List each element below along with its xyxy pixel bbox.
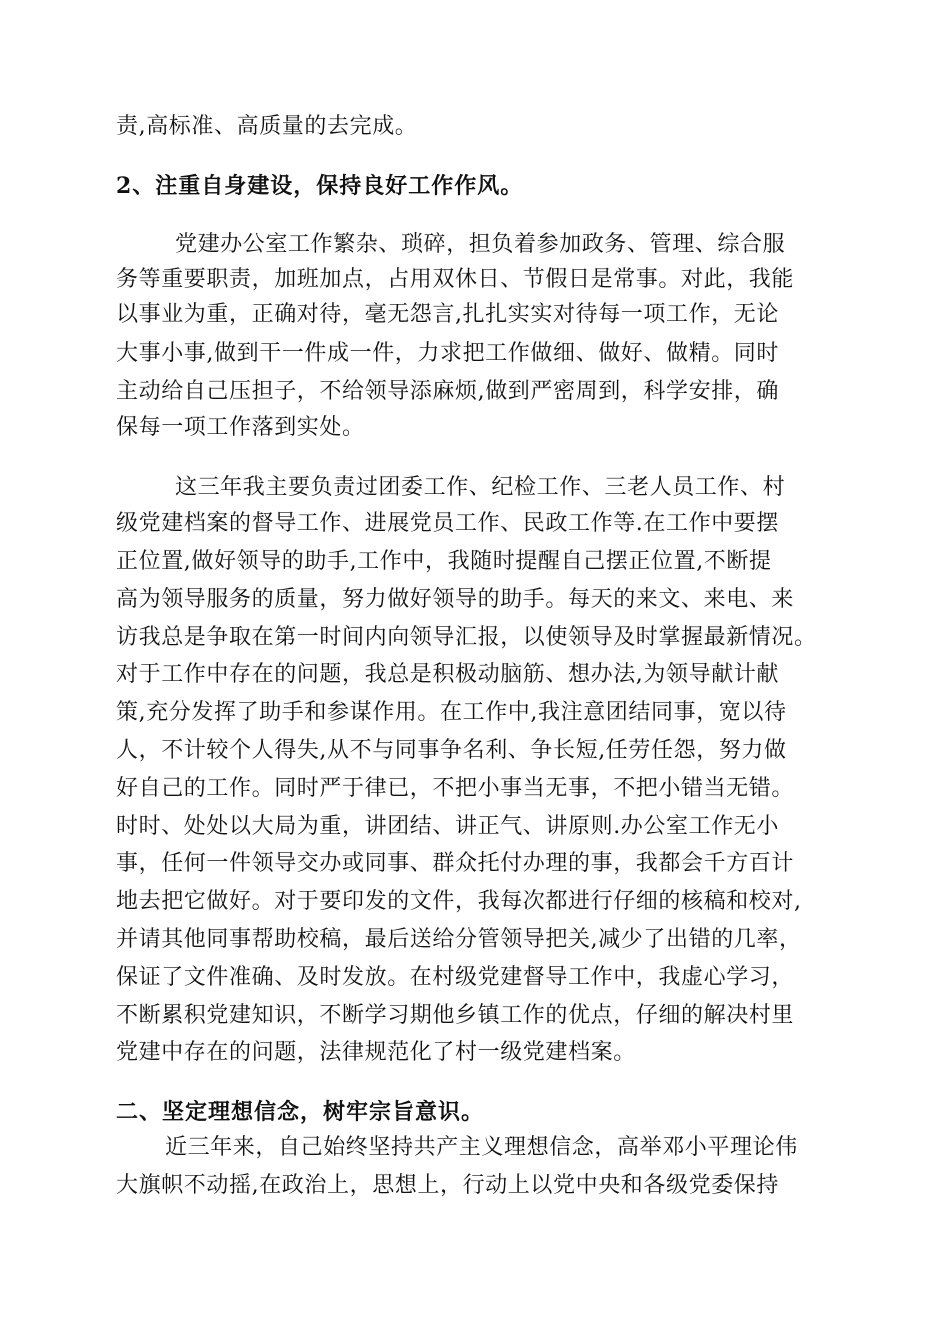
paragraph-first-line: 党建办公室工作繁杂、琐碎，担负着参加政务、管理、综合服 bbox=[175, 232, 786, 257]
text-line: 时时、处处以大局为重，讲团结、讲正气、讲原则.办公室工作无小 bbox=[116, 814, 779, 839]
text-line: 主动给自己压担子，不给领导添麻烦,做到严密周到，科学安排，确 bbox=[116, 379, 779, 404]
text-line: 不断累积党建知识，不断学习期他乡镇工作的优点，仔细的解决村里 bbox=[116, 1003, 795, 1028]
text-line: 大旗帜不动摇,在政治上，思想上，行动上以党中央和各级党委保持 bbox=[116, 1173, 779, 1198]
text-line: 责,高标准、高质量的去完成。 bbox=[116, 114, 418, 139]
text-line: 大事小事,做到干一件成一件，力求把工作做细、做好、做精。同时 bbox=[116, 341, 779, 366]
text-line: 高为领导服务的质量，努力做好领导的助手。每天的来文、来电、来 bbox=[116, 587, 795, 612]
text-line: 级党建档案的督导工作、进展党员工作、民政工作等.在工作中要摆 bbox=[116, 511, 779, 536]
text-line: 以事业为重，正确对待，毫无怨言,扎扎实实对待每一项工作，无论 bbox=[116, 302, 779, 327]
text-line: 地去把它做好。对于要印发的文件，我每次都进行仔细的核稿和校对, bbox=[116, 889, 802, 914]
paragraph-first-line: 这三年我主要负责过团委工作、纪检工作、三老人员工作、村 bbox=[175, 475, 786, 500]
text-line: 并请其他同事帮助校稿，最后送给分管领导把关,减少了出错的几率， bbox=[116, 927, 802, 952]
text-line: 策,充分发挥了助手和参谋作用。在工作中,我注意团结同事，宽以待 bbox=[116, 700, 787, 725]
text-line: 正位置,做好领导的助手,工作中，我随时提醒自己摆正位置,不断提 bbox=[116, 549, 772, 574]
section-heading: 2、注重自身建设，保持良好工作作风。 bbox=[116, 173, 524, 199]
text-line: 好自己的工作。同时严于律已，不把小事当无事，不把小错当无错。 bbox=[116, 776, 795, 801]
text-line: 务等重要职责，加班加点，占用双休日、节假日是常事。对此，我能 bbox=[116, 267, 795, 292]
paragraph-first-line: 近三年来，自己始终坚持共产主义理想信念，高举邓小平理论伟 bbox=[165, 1135, 798, 1160]
text-line: 访我总是争取在第一时间内向领导汇报，以使领导及时掌握最新情况。 bbox=[116, 625, 817, 650]
text-line: 党建中存在的问题，法律规范化了村一级党建档案。 bbox=[116, 1040, 636, 1065]
text-line: 事，任何一件领导交办或同事、群众托付办理的事，我都会千方百计 bbox=[116, 851, 795, 876]
text-line: 保证了文件准确、及时发放。在村级党建督导工作中，我虚心学习， bbox=[116, 965, 795, 990]
text-line: 人，不计较个人得失,从不与同事争名利、争长短,任劳任怨，努力做 bbox=[116, 738, 787, 763]
text-line: 保每一项工作落到实处。 bbox=[116, 415, 365, 440]
text-line: 对于工作中存在的问题，我总是积极动脑筋、想办法,为领导献计献 bbox=[116, 662, 779, 687]
section-heading: 二、坚定理想信念，树牢宗旨意识。 bbox=[116, 1099, 485, 1125]
